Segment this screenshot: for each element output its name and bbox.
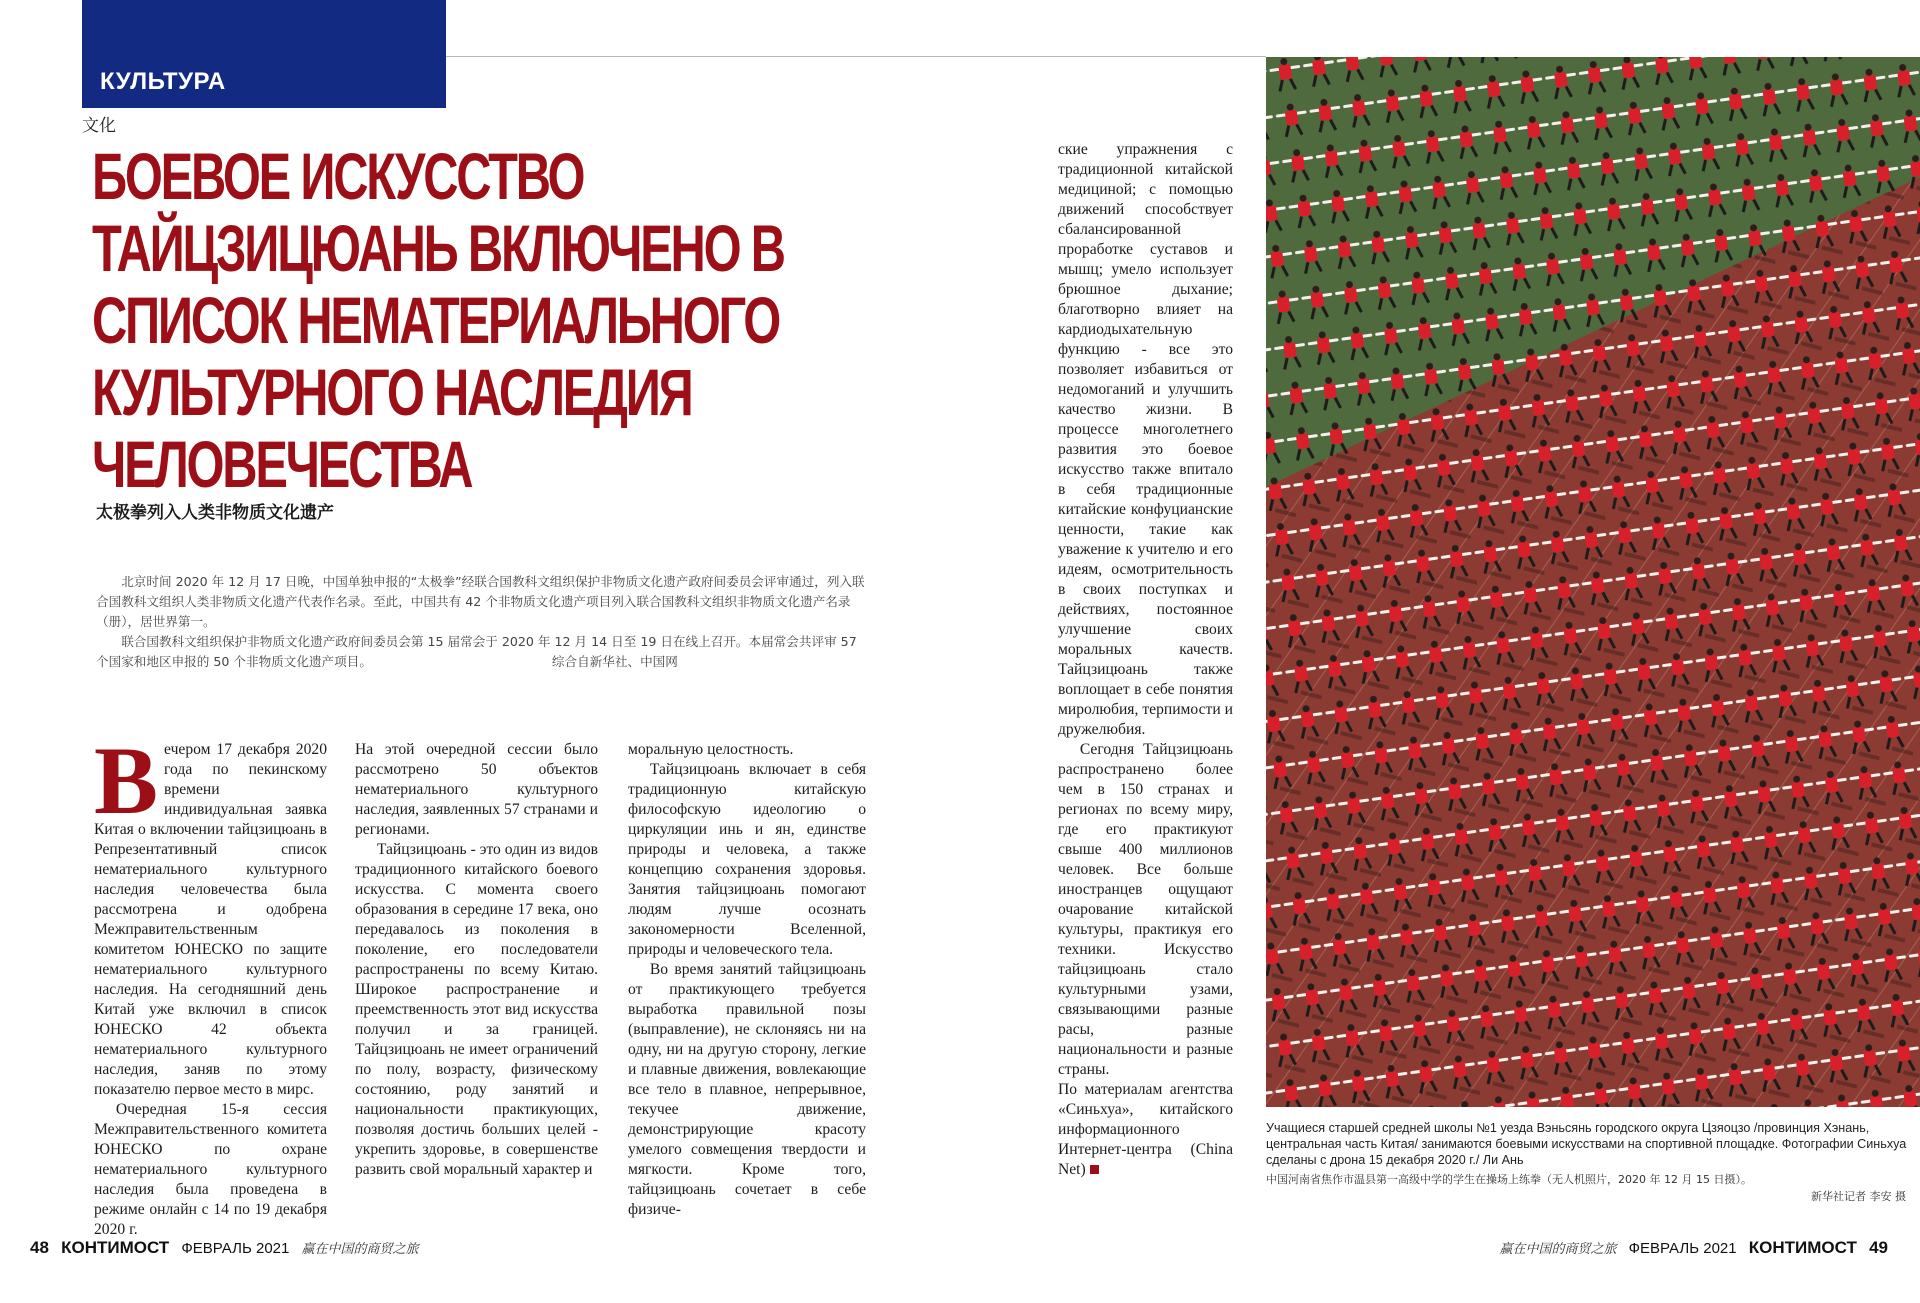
- lead-paragraph-1: 北京时间 2020 年 12 月 17 日晚，中国单独申报的“太极拳”经联合国教科文组织保护非物质文化遗产政府间委员会评审通过，列入联合国教科文组织人类非物质文化遗产代表作名录。至此，中国共有 42 个非物质文化遗产项目列入联合国教科文组织非物质文化遗产名录（册），居世界第一。: [96, 574, 865, 629]
- article-signature: [1058, 1080, 1233, 1180]
- chinese-lead: [96, 572, 866, 672]
- brand-right: КОНТИМОСТ: [1748, 1238, 1857, 1257]
- paragraph-7: Сегодня Тайцзицюань распространено более чем в 150 странах и регионах по всему миру, где его практикуют свыше 400 миллионов человек. Все больше иностранцев ощущают очарование китайской культуры, практикуя его техники. Искусство тайцзицюань стало культурными узами, связывающими разные расы, разные национальности и разные страны.: [1058, 741, 1233, 1078]
- issue-right: ФЕВРАЛЬ 2021: [1628, 1240, 1737, 1257]
- slogan-right: 赢在中国的商贸之旅: [1499, 1242, 1617, 1257]
- taiji-students-photo: [1266, 57, 1920, 1107]
- header-rule: [446, 56, 1266, 57]
- signature-text: По материалам агентства «Синьхуа», китайского информационного Интернет-центра (China Net): [1058, 1081, 1233, 1178]
- footer-left: [30, 1238, 427, 1258]
- photo-credit-cn: 新华社记者 李安 摄: [1811, 1190, 1906, 1203]
- photo-caption: Учащиеся старшей средней школы №1 уезда Вэньсянь городского округа Цзяоцзо /провинция Хэнань, центральная часть Китая/ занимаются боевыми искусствами на спортивной площадке. Фотографии Синьхуа сделаны с дрона 15 декабря 2020 г./ Ли Ань: [1266, 1121, 1907, 1167]
- article-column-3: [628, 740, 866, 1220]
- lead-paragraph-2: [96, 632, 866, 672]
- section-label: КУЛЬТУРА: [100, 68, 226, 95]
- article-title-cn: 太极拳列入人类非物质文化遗产: [96, 503, 334, 523]
- photo-caption-cn: [1266, 1171, 1916, 1205]
- article-column-2: [355, 740, 598, 1180]
- drop-cap: В: [94, 727, 159, 834]
- brand-left: КОНТИМОСТ: [61, 1238, 170, 1257]
- article-column-1: [94, 727, 327, 1240]
- article-column-4: [1058, 140, 1233, 1180]
- paragraph-4: Тайцзицюань - это один из видов традиционного китайского боевого искусства. С момента своего образования в середине 17 века, оно передавалось из поколения в поколение, его последователи распространены по всему Китаю. Широкое распространение и преемственность этот вид искусства получил и за границей. Тайцзицюань не имеет ограничений по полу, возрасту, физическому состоянию, роду занятий и национальности практикующих, позволяя достичь больших целей - укрепить здоровье, в совершенстве развить свой моральный характер и: [355, 841, 598, 1178]
- page-number-right: 49: [1869, 1238, 1888, 1257]
- paragraph-3: На этой очередной сессии было рассмотрено 50 объектов нематериального культурного наследия, заявленных 57 странами и регионами.: [355, 741, 598, 838]
- paragraph-6: Во время занятий тайцзицюань от практикующего требуется выработка правильной позы (выправление), не склоняясь ни на одну, ни на другую сторону, легкие и плавные движения, вовлекающие все тело в плавное, непрерывное, текучее движение, демонстрирующие красоту умелого совмещения твердости и мягкости. Кроме того, тайцзицюань сочетает в себе физиче-: [628, 961, 866, 1218]
- lead-paragraph-2-text: 联合国教科文组织保护非物质文化遗产政府间委员会第 15 届常会于 2020 年 12 月 14 日至 19 日在线上召开。本届常会共评审 57 个国家和地区申报的 50 个非物质文化遗产项目。: [96, 634, 857, 669]
- paragraph-1: [94, 727, 327, 1100]
- paragraph-1-text: ечером 17 декабря 2020 года по пекинскому времени индивидуальная заявка Китая о включении тайцзицюань в Репрезентативный список нематериального культурного наследия человечества была рассмотрена и одобрена Межправительственным комитетом ЮНЕСКО по защите нематериального культурного наследия. На сегодняшний день Китай уже включил в список ЮНЕСКО 42 объекта нематериального культурного наследия, заняв по этому показателю первое место в мирс.: [94, 741, 327, 1098]
- end-mark-icon: [1090, 1165, 1099, 1174]
- section-label-cn: 文化: [82, 116, 116, 136]
- article-title: БОЕВОЕ ИСКУССТВО ТАЙЦЗИЦЮАНЬ ВКЛЮЧЕНО В СПИСОК НЕМАТЕРИАЛЬНОГО КУЛЬТУРНОГО НАСЛЕДИЯ ЧЕЛОВЕЧЕСТВА: [92, 139, 784, 501]
- paragraph-5: Тайцзицюань включает в себя традиционную китайскую философскую идеологию о циркуляции инь и ян, единстве природы и человека, а также концепцию сохранения здоровья. Занятия тайцзицюань помогают людям лучше осознать закономерности Вселенной, природы и человеческого тела.: [628, 761, 866, 958]
- issue-left: ФЕВРАЛЬ 2021: [181, 1240, 290, 1257]
- slogan-left: 赢在中国的商贸之旅: [301, 1242, 419, 1257]
- page-number-left: 48: [30, 1238, 49, 1257]
- lead-source: 综合自新华社、中国网: [551, 654, 678, 669]
- paragraph-6-continued: ские упражнения с традиционной китайской медициной; с помощью движений способствует сбалансированной проработке суставов и мышц; умело использует брюшное дыхание; благотворно влияет на кардиодыхательную функцию - все это позволяет избавиться от недомоганий и улучшить качество жизни. В процессе многолетнего развития это боевое искусство также впитало в себя традиционные китайские конфуцианские ценности, такие как уважение к учителю и его идеям, осмотрительность в своих поступках и действиях, постоянное улучшение своих моральных качеств. Тайцзицюань также воплощает в себе понятия миролюбия, терпимости и дружелюбия.: [1058, 141, 1233, 738]
- paragraph-4-continued: моральную целостность.: [628, 741, 794, 758]
- footer-right: [1491, 1238, 1888, 1258]
- photo-caption-cn-text: 中国河南省焦作市温县第一高级中学的学生在操场上练拳（无人机照片，2020 年 12 月 15 日摄）。: [1266, 1173, 1752, 1186]
- paragraph-2: Очередная 15-я сессия Межправительственного комитета ЮНЕСКО по охране нематериального культурного наследия была проведена в режиме онлайн с 14 по 19 декабря 2020 г.: [94, 1101, 327, 1238]
- article-photo: [1266, 57, 1920, 1107]
